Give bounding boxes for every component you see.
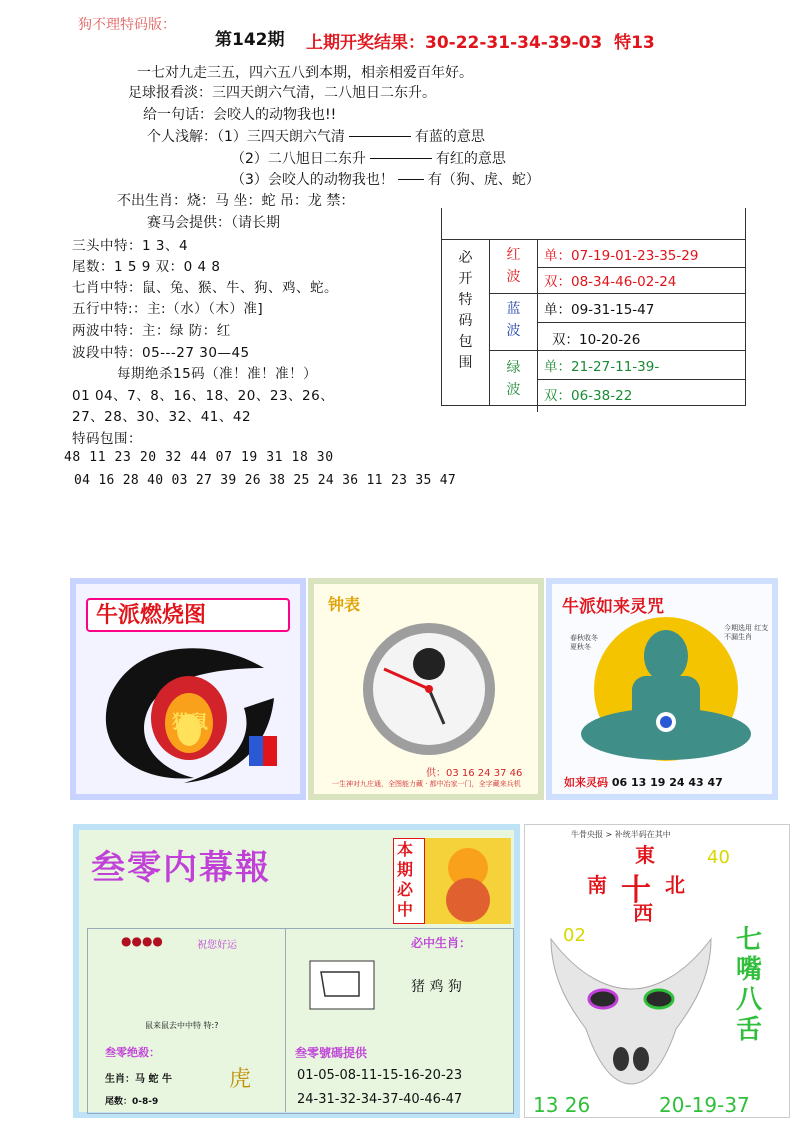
analysis-note: 有蓝的意思 <box>414 129 485 145</box>
side-char: 码 <box>458 313 473 329</box>
dir-north: 北 <box>665 873 685 897</box>
fire-image-panel <box>70 578 306 800</box>
prediction-row <box>72 234 188 254</box>
codes-label: 叁零號碼提供 <box>295 1046 368 1060</box>
analysis-text: 二八旭日二东升 <box>267 151 366 167</box>
prediction-value: 1 3、4 <box>142 238 189 254</box>
kill-label: 叁零绝殺： <box>105 1046 160 1059</box>
result-special: 特13 <box>614 33 655 53</box>
red-double: 双：08-34-46-02-24 <box>544 274 677 290</box>
prediction-row <box>72 319 231 339</box>
table-row-blue <box>490 294 745 351</box>
kill-tail: 尾数：0-8-9 <box>105 1097 159 1107</box>
side-char: 特 <box>458 292 473 308</box>
dir-south: 南 <box>587 873 607 897</box>
must-label: 必中生肖： <box>411 936 472 950</box>
clock-image-panel <box>308 578 544 800</box>
clock-title: 钟表 <box>328 595 361 614</box>
ox-skull-illustration <box>541 919 721 1091</box>
skull-image-panel <box>524 824 790 1118</box>
poem-line-2: 足球报看淡：三四天朗六气清，二八旭日二东升。 <box>128 85 436 101</box>
result-numbers: 30-22-31-34-39-03 <box>425 33 603 53</box>
buddha-numbers: 06 13 19 24 43 47 <box>611 776 723 789</box>
bottom-right-numbers: 20-19-37 <box>659 1093 750 1117</box>
analysis-text: 会咬人的动物我也！ <box>267 172 394 188</box>
fire-badge: 猫鼠 <box>172 712 208 733</box>
paper-subtitle: 祝您好运 <box>197 940 237 951</box>
prediction-row <box>72 255 221 275</box>
prediction-label: 七肖中特： <box>72 280 142 296</box>
analysis-2 <box>231 148 506 168</box>
must-zodiac: 猪 鸡 狗 <box>411 979 462 995</box>
side-char: 围 <box>458 355 473 371</box>
prediction-value: 主：绿 防：红 <box>142 323 231 339</box>
number-02: 02 <box>563 925 586 946</box>
poem-line-3: 给一句话：会咬人的动物我也!! <box>143 107 337 123</box>
last-result <box>306 28 655 53</box>
side-slogan: 七嘴八舌 <box>735 925 762 1045</box>
green-double: 双：06-38-22 <box>544 388 633 404</box>
prediction-label: 波段中特： <box>72 345 142 361</box>
paper-line: 鼠来鼠去中中特 特:? <box>145 1021 219 1030</box>
kill-numbers-1: 01 04、7、8、16、18、20、23、26、 <box>72 388 335 404</box>
analysis-num: （3） <box>231 172 268 188</box>
tiger-icon: 虎 <box>229 1067 252 1092</box>
side-char: 包 <box>458 334 473 350</box>
analysis-num: （2） <box>231 151 268 167</box>
prediction-label: 五行中特:： <box>72 301 148 317</box>
dir-east: 東 <box>635 843 655 867</box>
analysis-num: （1） <box>217 129 247 145</box>
blue-double: 双：10-20-26 <box>552 332 641 348</box>
prediction-row <box>72 341 250 361</box>
number-40: 40 <box>707 847 730 868</box>
result-label: 上期开奖结果： <box>306 33 425 53</box>
prediction-label: 三头中特： <box>72 238 142 254</box>
analysis-label: 个人浅解： <box>147 129 217 145</box>
special-label: 特码包围： <box>72 431 142 447</box>
prediction-value: 05---27 30—45 <box>142 345 250 361</box>
skull-header: 牛骨央报 > 补统半码在其中 <box>571 830 671 839</box>
blue-single: 单：09-31-15-47 <box>538 298 745 323</box>
special-numbers-1: 48 11 23 20 32 44 07 19 31 18 30 <box>64 450 334 465</box>
clock-note: 一生神对九庄通，全图能力藏 · 都中冶家一门，全字藏来兵机 <box>332 780 521 788</box>
side-char: 必 <box>458 250 473 266</box>
dir-west: 西 <box>633 901 653 925</box>
prediction-label: 尾数： <box>72 259 114 275</box>
paper-badge-icon: ●●●● <box>121 934 163 948</box>
provider: 赛马会提供：（请长期 <box>147 215 280 231</box>
insider-paper-panel <box>73 824 520 1118</box>
table-row-green <box>490 351 745 406</box>
wave-label-red: 红 波 <box>490 240 538 297</box>
analysis-note: 有（狗、虎、蛇） <box>427 172 540 188</box>
prediction-row <box>72 297 263 317</box>
side-char: 开 <box>458 271 473 287</box>
prediction-value: 1 5 9 双：0 4 8 <box>114 259 221 275</box>
prediction-value: 鼠、兔、猴、牛、狗、鸡、蛇。 <box>142 280 338 296</box>
prediction-value: 主:（水）（木）准] <box>147 301 264 317</box>
bottom-left-numbers: 13 26 <box>533 1093 591 1117</box>
analysis-3 <box>231 169 540 189</box>
table-grid <box>442 239 745 406</box>
guanyin-picture <box>425 838 511 924</box>
wave-label-green: 绿 波 <box>490 351 538 412</box>
scroll-icon <box>309 960 375 1010</box>
buddha-side-right: 今期选用 红支 不漏生肖 <box>724 624 769 641</box>
prediction-label: 两波中特： <box>72 323 142 339</box>
analysis-text: 三四天朗六气清 <box>246 129 345 145</box>
wave-label-blue: 蓝 波 <box>490 294 538 354</box>
codes-line-2: 24-31-32-34-37-40-46-47 <box>297 1092 463 1107</box>
kill-line: 每期绝杀15码（准！准！准！） <box>117 366 318 382</box>
fire-title: 牛派燃烧图 <box>96 603 207 628</box>
buddha-label: 如来灵码 <box>564 776 608 789</box>
clock-illustration <box>344 614 514 764</box>
paper-banner: 本期必中 <box>397 840 414 919</box>
header-tag: 狗不理特码版： <box>78 17 176 33</box>
prediction-row <box>72 276 338 296</box>
paper-title: 叁零内幕報 <box>91 848 271 888</box>
table-side-label <box>442 240 490 406</box>
clock-numbers: 供：03 16 24 37 46 <box>426 768 523 779</box>
kill-numbers-2: 27、28、30、32、41、42 <box>72 409 252 425</box>
zodiac-out: 不出生肖：烧：马 坐：蛇 吊：龙 禁： <box>117 193 355 209</box>
poem-line-1: 一七对九走三五，四六五八到本期，相亲相爱百年好。 <box>137 65 473 81</box>
special-code-table <box>441 208 746 406</box>
kill-zodiac: 生肖：马 蛇 牛 <box>105 1074 172 1085</box>
buddha-side-left: 春秋收冬 夏秋冬 <box>570 634 598 651</box>
buddha-codes <box>564 774 723 790</box>
issue-number: 第142期 <box>215 30 285 50</box>
analysis-1 <box>147 126 485 146</box>
buddha-title: 牛派如来灵咒 <box>562 597 664 617</box>
analysis-note: 有红的意思 <box>435 151 506 167</box>
red-single: 单：07-19-01-23-35-29 <box>538 244 745 268</box>
buddha-image-panel <box>546 578 778 800</box>
dir-center: 十 <box>621 873 651 908</box>
codes-line-1: 01-05-08-11-15-16-20-23 <box>297 1068 463 1083</box>
table-row-red <box>490 240 745 294</box>
special-numbers-2: 04 16 28 40 03 27 39 26 38 25 24 36 11 23 35 47 <box>74 473 456 488</box>
green-single: 单：21-27-11-39- <box>538 355 745 380</box>
